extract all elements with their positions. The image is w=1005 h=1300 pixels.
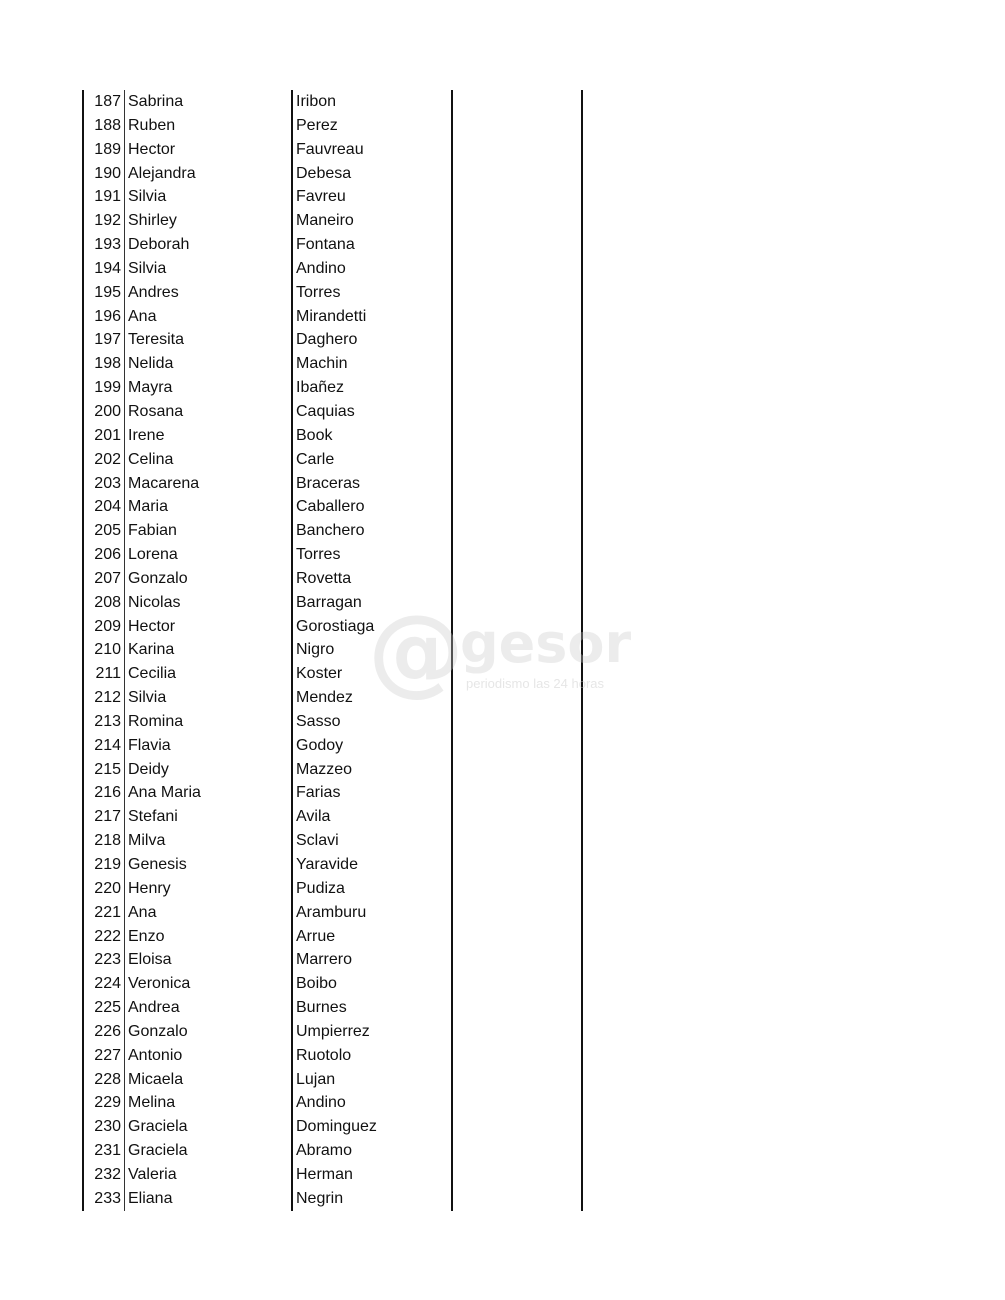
last-name-cell: Marrero [296, 951, 353, 969]
last-name-cell: Caballero [296, 498, 365, 516]
last-name-cell: Fauvreau [296, 140, 364, 158]
row-number: 205 [94, 522, 121, 540]
table-row [0, 424, 1005, 448]
table-row [0, 185, 1005, 209]
table-row [0, 328, 1005, 352]
last-name-cell: Book [296, 426, 333, 444]
first-name-cell: Flavia [128, 736, 171, 754]
row-number: 195 [94, 283, 121, 301]
last-name-cell: Mazzeo [296, 760, 353, 778]
last-name-cell: Braceras [296, 474, 361, 492]
row-number: 212 [94, 689, 121, 707]
table-row [0, 662, 1005, 686]
last-name-cell: Herman [296, 1165, 353, 1183]
row-number: 192 [94, 212, 121, 230]
first-name-cell: Celina [128, 450, 174, 468]
last-name-cell: Debesa [296, 164, 352, 182]
row-number: 225 [94, 999, 121, 1017]
last-name-cell: Mendez [296, 689, 353, 707]
last-name-cell: Avila [296, 808, 331, 826]
last-name-cell: Arrue [296, 927, 336, 945]
table-row [0, 1115, 1005, 1139]
row-number: 213 [94, 712, 121, 730]
table-row [0, 925, 1005, 949]
table-row [0, 1020, 1005, 1044]
row-number: 223 [94, 951, 121, 969]
table-row [0, 734, 1005, 758]
row-number: 219 [94, 856, 121, 873]
table-row [0, 972, 1005, 996]
first-name-cell: Silvia [128, 188, 167, 206]
first-name-cell: Deborah [128, 236, 190, 254]
row-number: 198 [94, 355, 121, 373]
names-table [0, 90, 1005, 1211]
first-name-cell: Lorena [128, 546, 178, 564]
table-row [0, 1044, 1005, 1068]
table-row [0, 1139, 1005, 1163]
row-number: 189 [94, 140, 121, 158]
row-number: 215 [94, 760, 121, 778]
row-number: 214 [94, 736, 121, 754]
row-number: 228 [94, 1070, 121, 1088]
last-name-cell: Sclavi [296, 832, 339, 850]
first-name-cell: Macarena [128, 474, 200, 492]
last-name-cell: Aramburu [296, 903, 367, 921]
last-name-cell: Fontana [296, 236, 355, 254]
table-row [0, 281, 1005, 305]
table-row [0, 829, 1005, 853]
row-number: 203 [94, 474, 121, 492]
last-name-cell: Carle [296, 450, 335, 468]
last-name-cell: Godoy [296, 736, 344, 754]
first-name-cell: Fabian [128, 522, 177, 540]
table-row [0, 1163, 1005, 1187]
row-number: 191 [94, 188, 121, 206]
table-row [0, 352, 1005, 376]
table-row [0, 257, 1005, 281]
last-name-cell: Dominguez [296, 1118, 377, 1136]
last-name-cell: Burnes [296, 999, 347, 1017]
first-name-cell: Micaela [128, 1070, 184, 1088]
last-name-cell: Nigro [296, 641, 335, 659]
last-name-cell: Koster [296, 665, 343, 683]
row-number: 233 [94, 1189, 121, 1207]
table-row [0, 162, 1005, 186]
table-row [0, 901, 1005, 925]
row-number: 206 [94, 546, 121, 564]
first-name-cell: Silvia [128, 689, 167, 707]
first-name-cell: Mayra [128, 379, 173, 397]
table-row [0, 543, 1005, 567]
first-name-cell: Eloisa [128, 951, 172, 969]
row-number: 217 [94, 808, 121, 826]
last-name-cell: Andino [296, 1094, 346, 1112]
row-number: 204 [94, 498, 121, 516]
row-number: 218 [94, 832, 121, 850]
last-name-cell: Ruotolo [296, 1046, 352, 1064]
first-name-cell: Ana Maria [128, 784, 201, 802]
first-name-cell: Teresita [128, 331, 185, 349]
first-name-cell: Sabrina [128, 93, 184, 110]
last-name-cell: Mirandetti [296, 307, 367, 325]
last-name-cell: Banchero [296, 522, 365, 540]
last-name-cell: Favreu [296, 188, 346, 206]
first-name-cell: Enzo [128, 927, 165, 945]
last-name-cell: Abramo [296, 1142, 353, 1160]
table-row [0, 710, 1005, 734]
row-number: 231 [94, 1142, 121, 1160]
first-name-cell: Veronica [128, 975, 191, 993]
last-name-cell: Torres [296, 546, 341, 564]
row-number: 199 [94, 379, 121, 397]
first-name-cell: Graciela [128, 1118, 188, 1136]
first-name-cell: Rosana [128, 402, 184, 420]
first-name-cell: Gonzalo [128, 1022, 188, 1040]
last-name-cell: Rovetta [296, 569, 352, 587]
table-row [0, 138, 1005, 162]
row-number: 188 [94, 116, 121, 134]
first-name-cell: Romina [128, 712, 184, 730]
first-name-cell: Stefani [128, 808, 178, 826]
first-name-cell: Gonzalo [128, 569, 188, 587]
first-name-cell: Deidy [128, 760, 169, 778]
first-name-cell: Antonio [128, 1046, 183, 1064]
first-name-cell: Genesis [128, 856, 187, 873]
table-row [0, 996, 1005, 1020]
table-row [0, 567, 1005, 591]
row-number: 201 [94, 426, 121, 444]
last-name-cell: Andino [296, 259, 346, 277]
first-name-cell: Henry [128, 879, 171, 897]
first-name-cell: Valeria [128, 1165, 177, 1183]
row-number: 232 [94, 1165, 121, 1183]
first-name-cell: Ruben [128, 116, 176, 134]
first-name-cell: Nicolas [128, 593, 181, 611]
table-row [0, 305, 1005, 329]
row-number: 227 [94, 1046, 121, 1064]
table-row [0, 400, 1005, 424]
last-name-cell: Lujan [296, 1070, 336, 1088]
row-number: 194 [94, 259, 121, 277]
first-name-cell: Hector [128, 617, 176, 635]
last-name-cell: Perez [296, 116, 338, 134]
first-name-cell: Ana [128, 307, 157, 325]
row-number: 222 [94, 927, 121, 945]
table-row [0, 1068, 1005, 1092]
table-row [0, 758, 1005, 782]
table-row [0, 114, 1005, 138]
last-name-cell: Ibañez [296, 379, 345, 397]
last-name-cell: Boibo [296, 975, 337, 993]
table-row [0, 519, 1005, 543]
row-number: 209 [94, 617, 121, 635]
table-row [0, 1187, 1005, 1211]
row-number: 210 [94, 641, 121, 659]
first-name-cell: Graciela [128, 1142, 188, 1160]
row-number: 196 [94, 307, 121, 325]
first-name-cell: Alejandra [128, 164, 196, 182]
table-row [0, 1091, 1005, 1115]
row-number: 208 [94, 593, 121, 611]
table-row [0, 495, 1005, 519]
watermark-word: gesor [460, 612, 632, 675]
first-name-cell: Ana [128, 903, 157, 921]
row-number: 207 [94, 569, 121, 587]
first-name-cell: Milva [128, 832, 166, 850]
table-row [0, 448, 1005, 472]
row-number: 224 [94, 975, 121, 993]
row-number: 197 [94, 331, 121, 349]
table-row [0, 472, 1005, 496]
first-name-cell: Andres [128, 283, 179, 301]
table-row [0, 853, 1005, 877]
table-row [0, 233, 1005, 257]
last-name-cell: Negrin [296, 1189, 344, 1207]
last-name-cell: Umpierrez [296, 1022, 370, 1040]
last-name-cell: Yaravide [296, 856, 358, 873]
first-name-cell: Maria [128, 498, 169, 516]
first-name-cell: Andrea [128, 999, 180, 1017]
table-row [0, 90, 1005, 114]
table-row [0, 376, 1005, 400]
row-number: 226 [94, 1022, 121, 1040]
last-name-cell: Maneiro [296, 212, 354, 230]
row-number: 200 [94, 402, 121, 420]
row-number: 230 [94, 1118, 121, 1136]
table-row [0, 948, 1005, 972]
table-row [0, 686, 1005, 710]
row-number: 211 [95, 665, 121, 683]
row-number: 190 [94, 164, 121, 182]
last-name-cell: Sasso [296, 712, 341, 730]
first-name-cell: Irene [128, 426, 165, 444]
last-name-cell: Daghero [296, 331, 358, 349]
watermark-at-symbol: @ [368, 594, 464, 706]
last-name-cell: Iribon [296, 93, 337, 110]
first-name-cell: Melina [128, 1094, 176, 1112]
first-name-cell: Silvia [128, 259, 167, 277]
row-number: 221 [94, 903, 121, 921]
row-number: 202 [94, 450, 121, 468]
row-number: 193 [94, 236, 121, 254]
first-name-cell: Nelida [128, 355, 174, 373]
first-name-cell: Cecilia [128, 665, 177, 683]
row-number: 187 [94, 93, 121, 110]
table-row [0, 209, 1005, 233]
watermark-tagline: periodismo las 24 horas [466, 676, 605, 691]
last-name-cell: Barragan [296, 593, 362, 611]
table-row [0, 805, 1005, 829]
row-number: 216 [94, 784, 121, 802]
first-name-cell: Shirley [128, 212, 177, 230]
last-name-cell: Caquias [296, 402, 355, 420]
table-row [0, 615, 1005, 639]
last-name-cell: Machin [296, 355, 348, 373]
row-number: 220 [94, 879, 121, 897]
table-row [0, 877, 1005, 901]
table-row [0, 781, 1005, 805]
first-name-cell: Karina [128, 641, 175, 659]
last-name-cell: Torres [296, 283, 341, 301]
last-name-cell: Pudiza [296, 879, 345, 897]
first-name-cell: Hector [128, 140, 176, 158]
table-row [0, 591, 1005, 615]
row-number: 229 [94, 1094, 121, 1112]
first-name-cell: Eliana [128, 1189, 173, 1207]
last-name-cell: Gorostiaga [296, 617, 375, 635]
last-name-cell: Farias [296, 784, 341, 802]
table-row [0, 638, 1005, 662]
